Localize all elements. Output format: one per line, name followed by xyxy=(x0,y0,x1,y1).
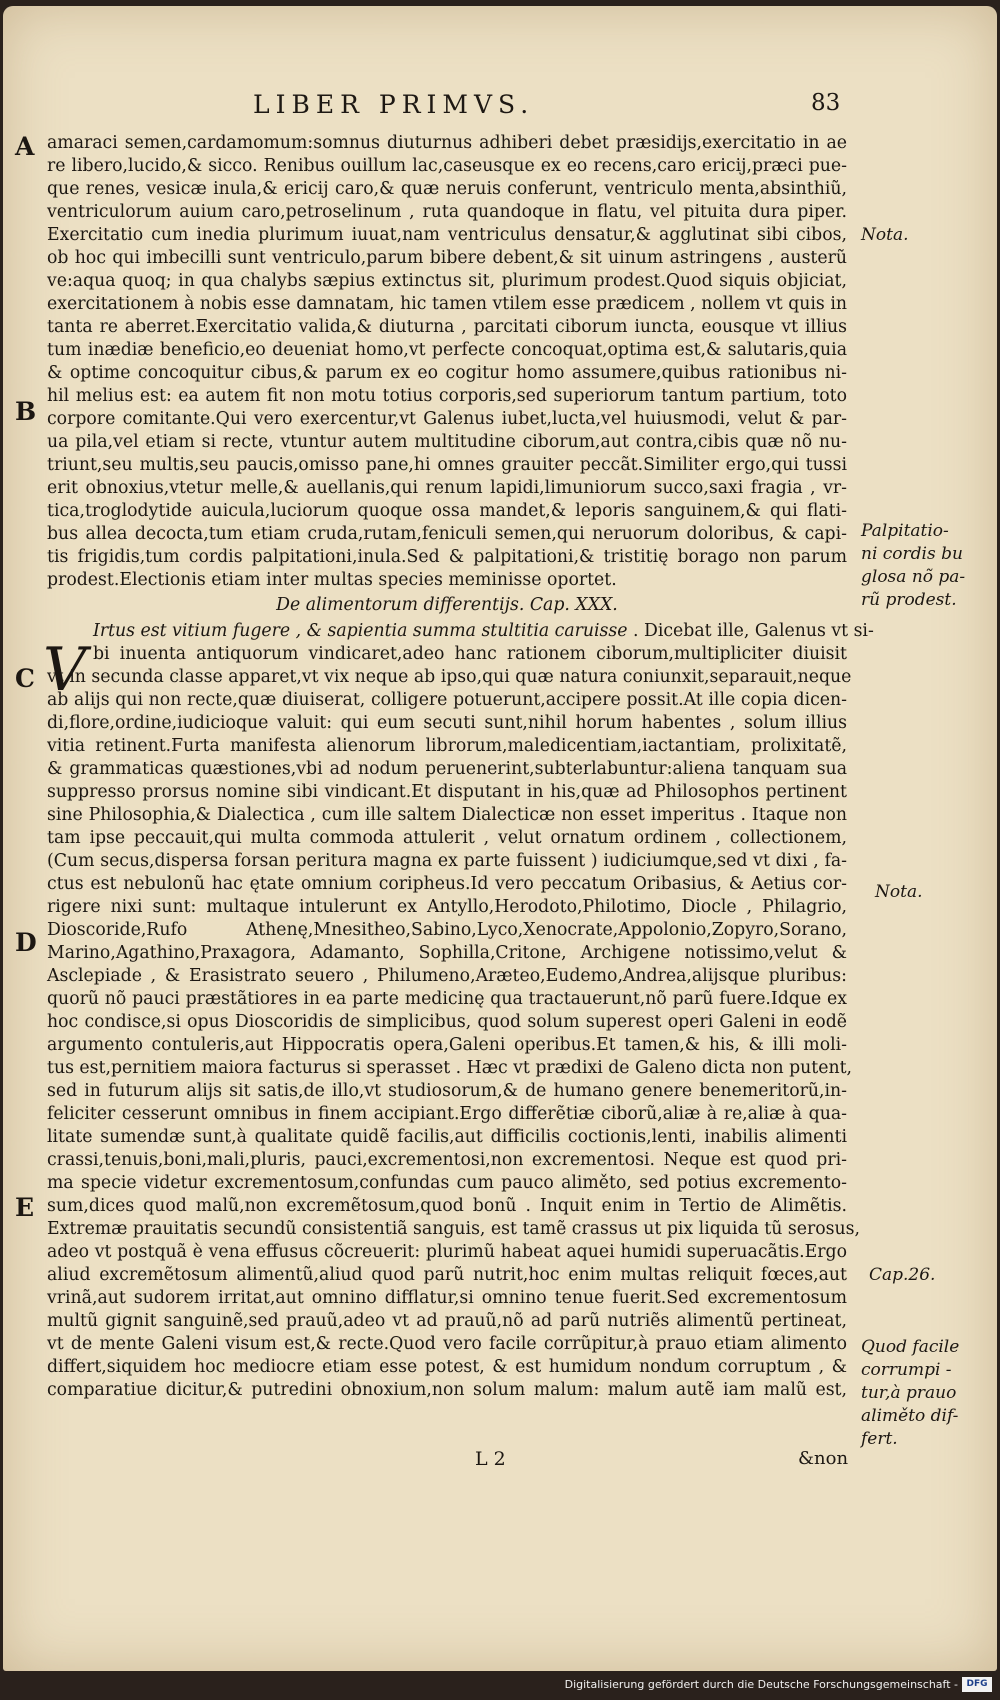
book-page xyxy=(3,6,997,1671)
text-line: (Cum secus,dispersa forsan peritura magna ex parte fuissent ) iudiciumque,sed vt dixi , fa- xyxy=(47,851,847,871)
digitization-credit-bar xyxy=(0,1673,1000,1700)
text-line: tis frigidis,tum cordis palpitationi,inula.Sed & palpitationi,& tristitię borago non parum xyxy=(47,547,847,567)
text-line: ve:aqua quoq; in qua chalybs sæpius extinctus sit, plurimum prodest.Quod siquis objiciat, xyxy=(47,271,847,291)
text-line: vrinã,aut sudorem irritat,aut omnino difflatur,si omnino tenue fuerit.Sed excrementosum xyxy=(47,1288,847,1308)
text-line: Marino,Agathino,Praxagora, Adamanto, Sophilla,Critone, Archigene notissimo,velut & xyxy=(47,943,847,963)
section-letter-c: C xyxy=(15,664,35,693)
margin-line: Quod facile xyxy=(861,1337,960,1357)
text-line: rigere nixi sunt: multaque intulerunt ex Antyllo,Herodoto,Philotimo, Diocle , Philagrio, xyxy=(47,897,847,917)
catchword: &non xyxy=(798,1448,849,1469)
text-line: re libero,lucido,& sicco. Renibus ouillum lac,caseusque ex eo recens,caro ericij,præci pue- xyxy=(47,156,847,176)
text-line: tum inædiæ beneficio,eo deueniat homo,vt perfecte concoquat,optima est,& salutaris,quia xyxy=(47,340,847,360)
text-line: tica,troglodytide auicula,luciorum quoque ossa mandet,& leporis sanguinem,& qui flati- xyxy=(47,501,847,521)
text-line: amaraci semen,cardamomum:somnus diuturnus adhiberi debet præsidijs,exercitatio in ae xyxy=(47,133,847,153)
margin-note-cap-ref: Cap.26. xyxy=(869,1265,936,1285)
margin-line: aliměto dif- xyxy=(861,1406,959,1426)
text-line: tam ipse peccauit,qui multa commoda attulerit , velut ornatum ordinem , collectionem, xyxy=(47,828,847,848)
running-title: LIBER PRIMVS. xyxy=(253,90,535,119)
text-line: differt,siquidem hoc mediocre etiam esse potest, & est humidum nondum corruptum , & xyxy=(47,1357,847,1377)
text-line: Dioscoride,Rufo Athenę,Mnesitheo,Sabino,Lyco,Xenocrate,Appolonio,Zopyro,Sorano, xyxy=(47,920,847,940)
text-line: triunt,seu multis,seu paucis,omisso pane,hi omnes grauiter peccãt.Similiter ergo,qui tussi xyxy=(47,455,847,475)
text-line: sum,dices quod malũ,non excremẽtosum,quod bonũ . Inquit enim in Tertio de Alimẽtis. xyxy=(47,1196,847,1216)
chapter-heading: De alimentorum differentijs. Cap. XXX. xyxy=(276,595,618,615)
text-line: erit obnoxius,vtetur melle,& auellanis,qui renum lapidi,limuniorum succo,saxi fragia , vr- xyxy=(47,478,847,498)
text-line: prodest.Electionis etiam inter multas species meminisse oportet. xyxy=(47,570,617,590)
text-line: bi inuenta antiquorum vindicaret,adeo hanc rationem ciborum,multipliciter diuisit xyxy=(93,644,847,664)
text-line: ab alijs qui non recte,quæ diuiserat, colligere potuerunt,accipere possit.At ille copia dicen- xyxy=(47,690,847,710)
margin-line: rũ prodest. xyxy=(861,590,957,610)
text-line: litate sumendæ sunt,à qualitate quidẽ facilis,aut difficilis coctionis,lenti, inabilis alimenti xyxy=(47,1127,847,1147)
section-letter-d: D xyxy=(15,928,37,957)
section-letter-e: E xyxy=(15,1193,35,1222)
text-line: suppresso prorsus nomine sibi vindicant.Et disputant in his,quæ ad Philosophos pertinent xyxy=(47,782,847,802)
text-line: Exercitatio cum inedia plurimum iuuat,nam ventriculus densatur,& agglutinat sibi cibos, xyxy=(47,225,847,245)
section-letter-a: A xyxy=(15,132,35,161)
page-footer xyxy=(3,1448,997,1474)
page-number: 83 xyxy=(811,90,841,116)
text-line: Asclepiade , & Erasistrato seuero , Philumeno,Aræteo,Eudemo,Andrea,alijsque pluribus: xyxy=(47,966,847,986)
margin-line: corrumpi - xyxy=(861,1360,952,1380)
text-line: aliud excremẽtosum alimentũ,aliud quod parũ nutrit,hoc enim multas reliquit fœces,aut xyxy=(47,1265,847,1285)
text-line: sed in futurum alijs sit satis,de illo,vt studiosorum,& de humano genere benemeritorũ,in- xyxy=(47,1081,847,1101)
margin-note-quod-facile xyxy=(861,1336,993,1451)
drop-capital: V xyxy=(43,635,87,705)
text-line: tus est,pernitiem maiora facturus si sperasset . Hæc vt prædixi de Galeno dicta non putent, xyxy=(47,1058,853,1078)
margin-note-nota-2: Nota. xyxy=(875,882,923,902)
margin-note-nota: Nota. xyxy=(861,225,909,245)
text-line: ma specie videtur excrementosum,confundas cum pauco aliměto, sed potius excremento- xyxy=(47,1173,847,1193)
text-line: exercitationem à nobis esse damnatam, hic tamen vtilem esse prædicem , nollem vt quis in xyxy=(47,294,847,314)
chapter-first-line-rest: . Dicebat ille, Galenus vt si- xyxy=(627,621,874,641)
section-letter-b: B xyxy=(15,397,37,426)
text-line: comparatiue dicitur,& putredini obnoxium,non solum malum: malum autẽ iam malũ est, xyxy=(47,1380,847,1400)
text-line: que renes, vesicæ inula,& ericij caro,& quæ neruis conferunt, ventriculo menta,absinthiũ, xyxy=(47,179,847,199)
text-line: multũ gignit sanguinẽ,sed prauũ,adeo vt ad prauũ,nõ ad parũ nutriẽs alimentũ pertineat, xyxy=(47,1311,847,1331)
text-line: tanta re aberret.Exercitatio valida,& diuturna , parcitati ciborum iuncta, eousque vt illius xyxy=(47,317,847,337)
text-line: Extremæ prauitatis secundũ consistentiã sanguis, est tamẽ crassus ut pix liquida tũ serosus, xyxy=(47,1219,860,1239)
text-line: hoc condisce,si opus Dioscoridis de simplicibus, quod solum superest operi Galeni in eodẽ xyxy=(47,1012,847,1032)
text-line: & optime concoquitur cibus,& parum ex eo cogitur homo assumere,quibus rationibus ni- xyxy=(47,363,847,383)
chapter-first-line xyxy=(93,620,874,643)
text-line: bus allea decocta,tum etiam cruda,rutam,feniculi semen,qui neruorum doloribus, & capi- xyxy=(47,524,847,544)
signature-mark: L 2 xyxy=(475,1448,506,1470)
text-line: sine Philosophia,& Dialectica , cum ille saltem Dialecticæ non esset imperitus . Itaque non xyxy=(47,805,847,825)
margin-note-palpitatio xyxy=(861,520,993,612)
text-line: quorũ nõ pauci præstãtiores in ea parte medicinę qua tractauerunt,nõ parũ fuere.Idque ex xyxy=(47,989,847,1009)
margin-line: fert. xyxy=(861,1429,898,1449)
digitization-credit: Digitalisierung gefördert durch die Deutsche Forschungsgemeinschaft - xyxy=(564,1678,958,1691)
text-line: ob hoc qui imbecilli sunt ventriculo,parum bibere debent,& sit uinum astringens , austerũ xyxy=(47,248,847,268)
text-line: crassi,tenuis,boni,mali,pluris, pauci,excrementosi,non excrementosi. Neque est quod pri- xyxy=(47,1150,847,1170)
margin-line: ni cordis bu xyxy=(861,544,963,564)
text-line: vt in secunda classe apparet,vt vix neque ab ipso,qui quæ natura coniunxit,separauit,neque xyxy=(47,667,852,687)
text-line: adeo vt postquã è vena effusus cõcreuerit: plurimũ habeat aquei humidi superuacãtis.Ergo xyxy=(47,1242,847,1262)
text-line: hil melius est: ea autem fit non motu totius corporis,sed superiorum tantum partium, toto xyxy=(47,386,847,406)
text-line: & grammaticas quæstiones,vbi ad nodum peruenerint,subterlabuntur:aliena tanquam sua xyxy=(47,759,847,779)
text-line: feliciter cesserunt omnibus in finem accipiant.Ergo differẽtiæ ciborũ,aliæ à re,aliæ à qua- xyxy=(47,1104,847,1124)
running-head xyxy=(3,90,997,126)
text-line: ctus est nebulonũ hac ętate omnium coripheus.Id vero peccatum Oribasius, & Aetius cor- xyxy=(47,874,847,894)
text-line: argumento contuleris,aut Hippocratis opera,Galeni operibus.Et tamen,& his, & illi moli- xyxy=(47,1035,847,1055)
dfg-logo: DFG xyxy=(962,1677,992,1692)
margin-line: Palpitatio- xyxy=(861,521,949,541)
text-line: di,flore,ordine,iudicioque valuit: qui eum secuti sunt,nihil horum habentes , solum illius xyxy=(47,713,847,733)
text-line: ventriculorum auium caro,petroselinum , ruta quandoque in flatu, vel pituita dura piper. xyxy=(47,202,847,222)
text-line: ua pila,vel etiam si recte, vtuntur autem multitudine ciborum,aut contra,cibis quæ nõ nu- xyxy=(47,432,847,452)
text-line: vt de mente Galeni visum est,& recte.Quod vero facile corrũpitur,à prauo etiam alimento xyxy=(47,1334,847,1354)
margin-line: tur,à prauo xyxy=(861,1383,957,1403)
chapter-motto: Irtus est vitium fugere , & sapientia summa stultitia caruisse xyxy=(93,621,628,641)
margin-line: glosa nõ pa- xyxy=(861,567,966,587)
text-line: vitia retinent.Furta manifesta alienorum librorum,maledicentiam,iactantiam, prolixitatẽ, xyxy=(47,736,847,756)
text-line: corpore comitante.Qui vero exercentur,vt Galenus iubet,lucta,vel huiusmodi, velut & par- xyxy=(47,409,847,429)
